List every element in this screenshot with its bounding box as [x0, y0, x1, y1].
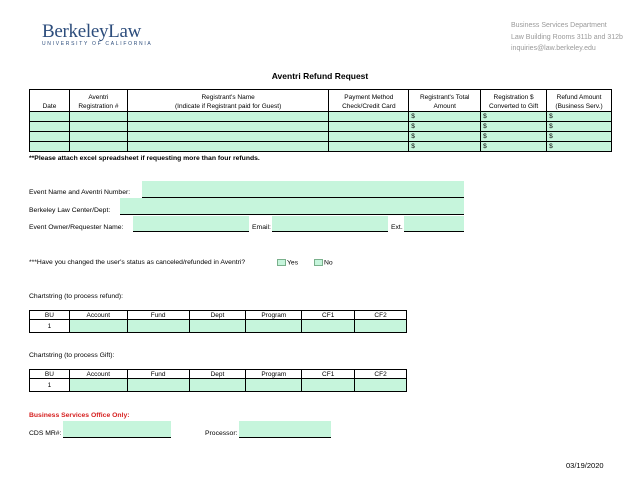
cs-program-cell[interactable] [246, 379, 302, 392]
attach-note: **Please attach excel spreadsheet if requesting more than four refunds. [29, 155, 260, 162]
refund-cell[interactable]: $ [547, 112, 612, 122]
col-header-registration: Aventri Registration # [69, 90, 127, 112]
form-date: 03/19/2020 [566, 461, 604, 470]
total-cell[interactable]: $ [409, 132, 481, 142]
center-dept-field[interactable] [120, 198, 464, 215]
cs-header: BU [30, 311, 70, 320]
cs-cf1-cell[interactable] [302, 379, 355, 392]
col-header-date: Date [30, 90, 70, 112]
form-title: Aventri Refund Request [271, 71, 369, 81]
total-cell[interactable]: $ [409, 142, 481, 152]
total-cell[interactable]: $ [409, 122, 481, 132]
no-checkbox[interactable] [314, 259, 323, 266]
payment-cell[interactable] [329, 132, 409, 142]
gift-cell[interactable]: $ [481, 132, 547, 142]
cs-cf2-cell[interactable] [355, 379, 407, 392]
refund-cell[interactable]: $ [547, 132, 612, 142]
registration-cell[interactable] [69, 112, 127, 122]
processor-label: Processor: [205, 430, 238, 437]
processor-field[interactable] [239, 421, 331, 438]
event-name-field[interactable] [142, 181, 464, 198]
no-label: No [324, 259, 333, 267]
cs-cf2-cell[interactable] [355, 320, 407, 333]
cs-header: Program [246, 370, 302, 379]
chartstring-gift-table [29, 369, 407, 392]
berkeley-law-logo: BerkeleyLaw [42, 21, 142, 42]
cs-header: Account [69, 311, 127, 320]
cs-account-cell[interactable] [69, 379, 127, 392]
owner-field[interactable] [133, 216, 249, 232]
col-header-gift: Registration $ Converted to Gift [481, 90, 547, 112]
yes-checkbox[interactable] [277, 259, 286, 266]
refund-cell[interactable]: $ [547, 122, 612, 132]
cs-header: Account [69, 370, 127, 379]
registration-cell[interactable] [69, 132, 127, 142]
chartstring-refund-label: Chartstring (to process refund): [29, 293, 124, 300]
cs-header: BU [30, 370, 70, 379]
date-cell[interactable] [30, 112, 70, 122]
chartstring-row [30, 379, 407, 392]
chartstring-header-row [30, 370, 407, 379]
ext-field[interactable] [404, 216, 464, 232]
gift-cell[interactable]: $ [481, 142, 547, 152]
col-header-registrant-name: Registrant's Name (Indicate if Registrant paid for Guest) [127, 90, 329, 112]
logo-subtitle: UNIVERSITY OF CALIFORNIA [42, 41, 153, 47]
total-cell[interactable]: $ [409, 112, 481, 122]
cds-label: CDS MR#: [29, 430, 62, 437]
yes-label: Yes [287, 259, 299, 267]
yes-option[interactable] [277, 259, 298, 266]
cs-program-cell[interactable] [246, 320, 302, 333]
cs-dept-cell[interactable] [189, 379, 246, 392]
no-option[interactable] [314, 259, 333, 266]
date-cell[interactable] [30, 122, 70, 132]
event-name-label: Event Name and Aventri Number: [29, 189, 131, 196]
cs-row-number: 1 [30, 379, 70, 392]
chartstring-header-row [30, 311, 407, 320]
office-only-heading: Business Services Office Only: [29, 412, 130, 419]
cs-header: Dept [189, 370, 246, 379]
gift-cell[interactable]: $ [481, 122, 547, 132]
cs-header: CF2 [355, 370, 407, 379]
owner-label: Event Owner/Requester Name: [29, 224, 124, 231]
chartstring-refund-table [29, 310, 407, 333]
cs-cf1-cell[interactable] [302, 320, 355, 333]
col-header-refund-amount: Refund Amount (Business Serv.) [547, 90, 612, 112]
department-name: Business Services Department [511, 22, 607, 29]
payment-cell[interactable] [329, 142, 409, 152]
chartstring-row [30, 320, 407, 333]
email-field[interactable] [272, 216, 388, 232]
department-rooms: Law Building Rooms 311b and 312b [511, 34, 623, 41]
name-cell[interactable] [127, 142, 329, 152]
cds-field[interactable] [63, 421, 171, 438]
email-label: Email: [252, 224, 271, 231]
date-cell[interactable] [30, 132, 70, 142]
cs-header: Dept [189, 311, 246, 320]
cs-account-cell[interactable] [69, 320, 127, 333]
gift-cell[interactable]: $ [481, 112, 547, 122]
registration-cell[interactable] [69, 122, 127, 132]
cs-fund-cell[interactable] [127, 379, 189, 392]
cs-header: Program [246, 311, 302, 320]
cs-dept-cell[interactable] [189, 320, 246, 333]
name-cell[interactable] [127, 132, 329, 142]
cs-header: CF1 [302, 370, 355, 379]
cs-row-number: 1 [30, 320, 70, 333]
refund-table-header [30, 90, 612, 112]
payment-cell[interactable] [329, 122, 409, 132]
cs-fund-cell[interactable] [127, 320, 189, 333]
refund-table [29, 89, 612, 152]
refund-cell[interactable]: $ [547, 142, 612, 152]
cs-header: Fund [127, 311, 189, 320]
name-cell[interactable] [127, 122, 329, 132]
registration-cell[interactable] [69, 142, 127, 152]
ext-label: Ext. [391, 224, 403, 231]
date-cell[interactable] [30, 142, 70, 152]
cs-header: CF2 [355, 311, 407, 320]
table-row [30, 142, 612, 152]
col-header-payment-method: Payment Method Check/Credit Card [329, 90, 409, 112]
cs-header: CF1 [302, 311, 355, 320]
table-row [30, 122, 612, 132]
name-cell[interactable] [127, 112, 329, 122]
table-row [30, 132, 612, 142]
status-question: ***Have you changed the user's status as canceled/refunded in Aventri? [29, 259, 246, 266]
department-email: inquiries@law.berkeley.edu [511, 45, 596, 52]
payment-cell[interactable] [329, 112, 409, 122]
cs-header: Fund [127, 370, 189, 379]
center-dept-label: Berkeley Law Center/Dept: [29, 207, 111, 214]
chartstring-gift-label: Chartstring (to process Gift): [29, 352, 115, 359]
table-row [30, 112, 612, 122]
col-header-total-amount: Registrant's Total Amount [409, 90, 481, 112]
